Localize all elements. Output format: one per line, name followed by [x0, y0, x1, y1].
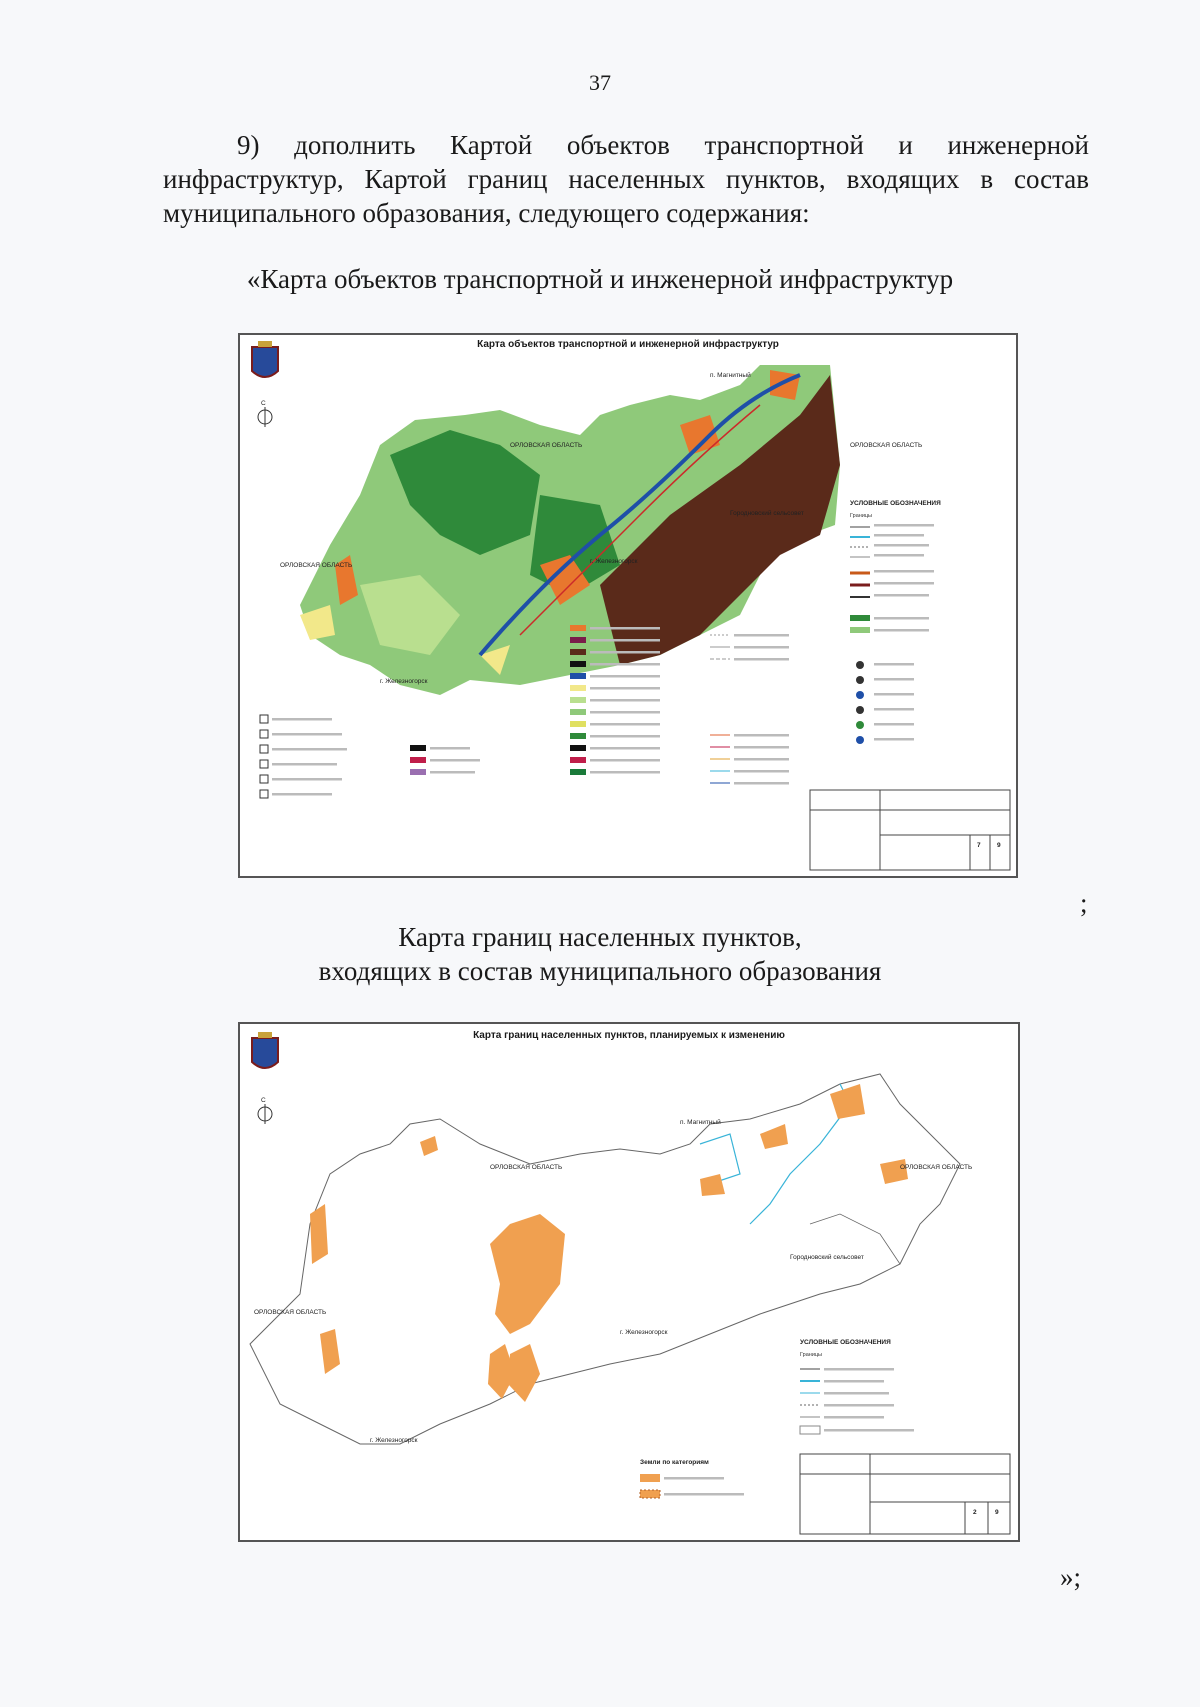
- map2-stamp-sheets: 9: [995, 1509, 999, 1516]
- map2-settlement: [830, 1084, 865, 1119]
- map1-label-orel-west: ОРЛОВСКАЯ ОБЛАСТЬ: [280, 562, 353, 569]
- compass-letter: С: [261, 400, 266, 407]
- map2-legend-heading: УСЛОВНЫЕ ОБОЗНАЧЕНИЯ: [800, 1339, 891, 1346]
- map2-settlement: [310, 1204, 328, 1264]
- caption-map2-line1: Карта границ населенных пунктов,: [398, 922, 802, 952]
- map2-stamp-sheet: 2: [973, 1509, 977, 1516]
- map1-stamp-sheets: 9: [997, 842, 1001, 849]
- map1-title: Карта объектов транспортной и инженерной инфраструктур: [477, 339, 779, 350]
- map2-zone-legend: [640, 1474, 744, 1498]
- map2-title: Карта границ населенных пунктов, планируемых к изменению: [473, 1030, 785, 1041]
- map1-legend-heading: УСЛОВНЫЕ ОБОЗНАЧЕНИЯ: [850, 500, 941, 507]
- map1-frame: [238, 333, 1018, 878]
- map2-settlement: [490, 1214, 565, 1334]
- map2-label-magnitny: п. Магнитный: [680, 1119, 721, 1126]
- caption-map1: «Карта объектов транспортной и инженерной инфраструктур: [246, 264, 954, 294]
- map1-label-orel-north: ОРЛОВСКАЯ ОБЛАСТЬ: [510, 442, 583, 449]
- map2-drawing: [240, 1024, 1020, 1542]
- map2-settlement: [700, 1174, 725, 1196]
- map1-drawing: [240, 335, 1018, 878]
- closing-quote: »;: [1060, 1562, 1082, 1592]
- map2-settlement: [508, 1344, 540, 1402]
- map2-label-zheleznogorsk-mid: г. Железногорск: [620, 1329, 668, 1336]
- map2-settlement: [320, 1329, 340, 1374]
- map1-label-magnitny: п. Магнитный: [710, 372, 751, 379]
- map2-zone-heading: Земли по категориям: [640, 1459, 709, 1466]
- map1-label-zheleznogorsk-bottom: г. Железногорск: [380, 678, 428, 685]
- map1-legend-sub: Границы: [850, 513, 872, 519]
- map2-label-orel-east: ОРЛОВСКАЯ ОБЛАСТЬ: [900, 1164, 973, 1171]
- map2-settlement: [880, 1159, 908, 1184]
- map2-label-orel-west: ОРЛОВСКАЯ ОБЛАСТЬ: [254, 1309, 327, 1316]
- map1-stamp: [810, 790, 1010, 870]
- map2-stamp: [800, 1454, 1010, 1534]
- map1-label-orel-east: ОРЛОВСКАЯ ОБЛАСТЬ: [850, 442, 923, 449]
- map2-legend-sub: Границы: [800, 1352, 822, 1358]
- map2-legend-lines: [800, 1368, 914, 1434]
- intro-paragraph: 9) дополнить Картой объектов транспортной и инженерной инфраструктур, Картой границ населенных пунктов, входящих в состав муниципального образования, следующего содержания:: [163, 130, 1089, 228]
- compass-icon: [258, 1104, 272, 1124]
- map2-label-zheleznogorsk-bottom: г. Железногорск: [370, 1437, 418, 1444]
- map1-legend-lines: [850, 524, 934, 744]
- caption-map2-line2: входящих в состав муниципального образования: [318, 956, 882, 986]
- map2-frame: [238, 1022, 1020, 1542]
- page-number: 37: [589, 70, 611, 95]
- compass-icon: [258, 407, 272, 427]
- map2-label-gorodnovsky: Городновский сельсовет: [790, 1254, 864, 1261]
- map2-label-orel-north: ОРЛОВСКАЯ ОБЛАСТЬ: [490, 1164, 563, 1171]
- map1-stamp-sheet: 7: [977, 842, 981, 849]
- map1-label-zheleznogorsk-mid: г. Железногорск: [590, 558, 638, 565]
- map2-settlement: [420, 1136, 438, 1156]
- compass-letter: С: [261, 1097, 266, 1104]
- map2-settlement: [760, 1124, 788, 1149]
- semicolon-after-map1: ;: [1080, 888, 1088, 918]
- map1-label-gorodnovsky: Городновский сельсовет: [730, 510, 804, 517]
